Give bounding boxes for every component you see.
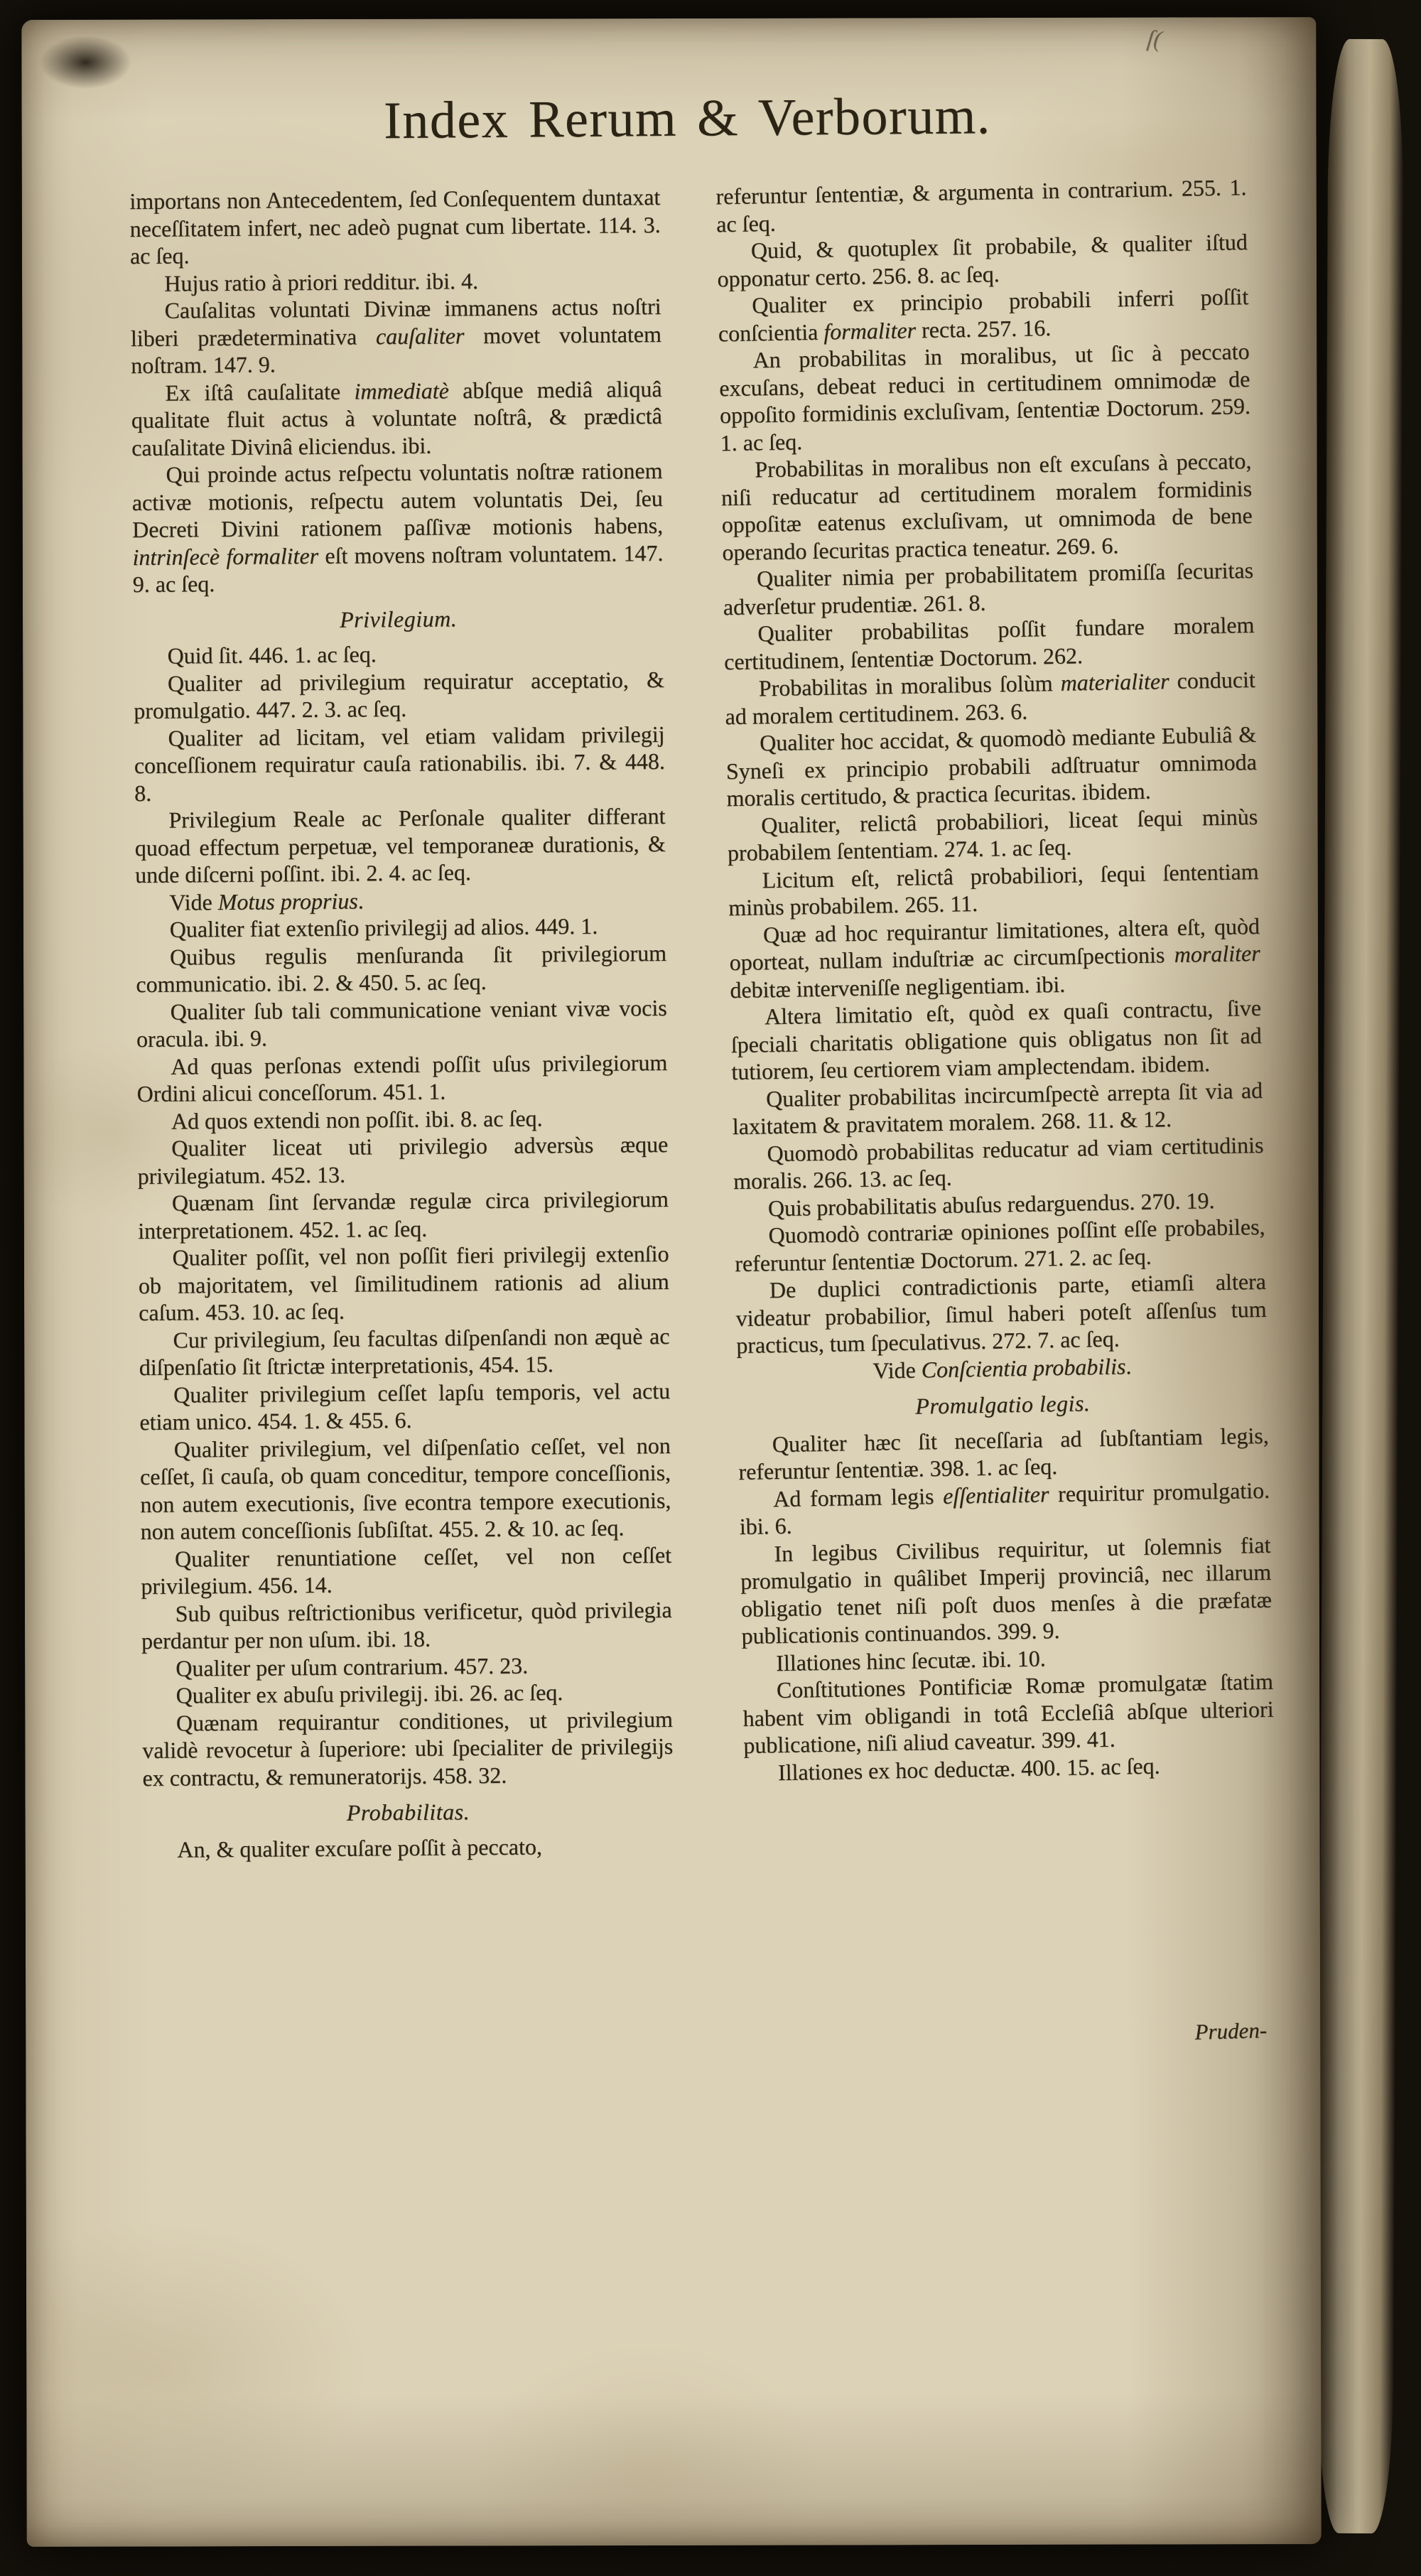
index-entry: Qualiter privilegium ceſſet lapſu temporis, vel actu etiam unico. 454. 1. & 455. 6. [139, 1377, 671, 1435]
index-entry: Quænam requirantur conditiones, ut privilegium validè revocetur à ſuperiore: ubi ſpecialiter de privilegijs ex contractu, & remuneratorijs. 458. 32. [142, 1705, 674, 1791]
right-column [715, 173, 1276, 1858]
index-entry: Qualiter, relictâ probabiliori, liceat ſequi minùs probabilem ſententiam. 274. 1. ac ſeq. [727, 803, 1258, 866]
index-entry: Qualiter per uſum contrarium. 457. 23. [175, 1652, 529, 1681]
index-entry: importans non Antecedentem, ſed Conſequentem duntaxat neceſſitatem infert, nec adeò pugnat cum libertate. 114. 3. ac ſeq. [129, 183, 661, 269]
index-entry: In legibus Civilibus requiritur, ut ſolemnis fiat promulgatio in quâlibet Imperij provinciâ, nec illarum obligatio tenet niſi poſt duos menſes à die præfatæ publicationis continuandos. 399. 9. [740, 1531, 1273, 1649]
index-entry: Quænam ſint ſervandæ regulæ circa privilegiorum interpretationem. 452. 1. ac ſeq. [138, 1185, 669, 1244]
index-entry: De duplici contradictionis parte, etiamſi altera videatur probabilior, ſimul haberi poteſt aſſenſus tum practicus, tum ſpeculativus. 272. 7. ac ſeq. [735, 1268, 1267, 1359]
index-entry: Quid, & quotuplex ſit probabile, & qualiter iſtud opponatur certo. 256. 8. ac ſeq. [717, 229, 1248, 291]
section-heading: Privilegium. [340, 605, 458, 632]
index-entry: Quæ ad hoc requirantur limitationes, altera eſt, quòd oporteat, nullam induſtriæ ac circumſpectionis moraliter debitæ interveniſſe negligentiam. ibi. [729, 912, 1260, 1003]
stray-ink-mark: ſ( [1145, 26, 1163, 53]
index-entry: Qualiter hæc ſit neceſſaria ad ſubſtantiam legis, referuntur ſententiæ. 398. 1. ac ſeq. [738, 1422, 1269, 1485]
index-entry: Qualiter ex abuſu privilegij. ibi. 26. ac ſeq. [175, 1679, 563, 1708]
index-entry: Illationes ex hoc deductæ. 400. 15. ac ſeq. [777, 1752, 1160, 1785]
index-entry: Qualiter renuntiatione ceſſet, vel non ceſſet privilegium. 456. 14. [141, 1541, 672, 1600]
index-entry: Qualiter probabilitas incircumſpectè arrepta ſit via ad laxitatem & pravitatem moralem. 268. 11. & 12. [732, 1077, 1263, 1140]
index-entry: Cur privilegium, ſeu facultas diſpenſandi non æquè ac diſpenſatio ſit ſtrictæ interpretationis, 454. 15. [139, 1322, 670, 1381]
index-entry: Qualiter ſub tali communicatione veniant vivæ vocis oracula. ibi. 9. [136, 994, 667, 1052]
page-content [21, 17, 1321, 2547]
index-entry: referuntur ſententiæ, & argumenta in contrarium. 255. 1. ac ſeq. [715, 174, 1247, 237]
index-entry: Illationes hinc ſecutæ. ibi. 10. [775, 1644, 1047, 1676]
index-entry: Quis probabilitatis abuſus redarguendus. 270. 19. [767, 1187, 1215, 1221]
index-entry: Ex iſtâ cauſalitate immediatè abſque mediâ aliquâ qualitate fluit actus à voluntate noſtrâ, & prædictâ cauſalitate Divinâ eliciendus. ibi. [131, 375, 663, 460]
index-entry: Vide Motus proprius. [169, 887, 364, 915]
page-title: Index Rerum & Verborum. [383, 87, 992, 151]
index-entry: Probabilitas in moralibus non eſt excuſans à peccato, niſi reducatur ad certitudinem moralem formidinis oppoſitæ eatenus excluſivam, ut omnimoda de bene operando ſecuritas practica teneatur. 269. 6. [720, 447, 1253, 565]
index-entry: Licitum eſt, relictâ probabiliori, ſequi ſententiam minùs probabilem. 265. 11. [728, 858, 1259, 921]
index-entry: Ad quas perſonas extendi poſſit uſus privilegiorum Ordini alicui conceſſorum. 451. 1. [136, 1049, 668, 1107]
index-entry: Probabilitas in moralibus ſolùm materialiter conducit ad moralem certitudinem. 263. 6. [725, 666, 1256, 729]
index-entry: Qualiter ex principio probabili inferri poſſit conſcientia formaliter recta. 257. 16. [718, 284, 1249, 346]
index-entry: Qualiter liceat uti privilegio adversùs æque privilegiatum. 452. 13. [137, 1131, 669, 1189]
index-entry: Qualiter privilegium, vel diſpenſatio ceſſet, vel non ceſſet, ſi cauſa, ob quam conceditur, tempore conceſſionis, non autem executionis, ſive econtra tempore executionis, non autem conceſſionis ſubſiſtat. 455. 2. & 10. ac ſeq. [139, 1432, 671, 1545]
index-entry: Ad formam legis eſſentialiter requiritur promulgatio. ibi. 6. [739, 1477, 1270, 1540]
index-entry: Qualiter poſſit, vel non poſſit fieri privilegij extenſio ob majoritatem, vel ſimilitudinem rationis ad alium caſum. 453. 10. ac ſeq. [138, 1240, 669, 1326]
index-entry: Qualiter fiat extenſio privilegij ad alios. 449. 1. [169, 912, 598, 942]
index-entry: Qualiter probabilitas poſſit fundare moralem certitudinem, ſententiæ Doctorum. 262. [723, 611, 1255, 674]
index-entry: Quid ſit. 446. 1. ac ſeq. [167, 641, 377, 669]
index-entry: Quomodò probabilitas reducatur ad viam certitudinis moralis. 266. 13. ac ſeq. [733, 1131, 1264, 1195]
index-entry: Qualiter ad licitam, vel etiam validam privilegij conceſſionem requiratur cauſa rationabilis. ibi. 7. & 448. 8. [134, 721, 665, 806]
catchword: Pruden- [1194, 2017, 1268, 2044]
index-entry: Ad quos extendi non poſſit. ibi. 8. ac ſeq. [171, 1104, 543, 1134]
index-entry: Vide Conſcientia probabilis. [872, 1352, 1132, 1384]
index-entry: Qualiter ad privilegium requiratur acceptatio, & promulgatio. 447. 2. 3. ac ſeq. [134, 666, 665, 724]
section-heading: Promulgatio legis. [915, 1390, 1091, 1419]
index-entry: Quibus regulis menſuranda ſit privilegiorum communicatio. ibi. 2. & 450. 5. ac ſeq. [136, 939, 667, 998]
book-page [21, 17, 1321, 2547]
index-entry: Qualiter nimia per probabilitatem promiſſa ſecuritas adverſetur prudentiæ. 261. 8. [723, 556, 1254, 620]
adjacent-page-edge [1317, 39, 1403, 2533]
index-entry: Conſtitutiones Pontificiæ Romæ promulgatæ ſtatim habent vim obligandi in totâ Eccleſiâ abſque ulteriori publicatione, niſi aliud caveatur. 399. 41. [742, 1668, 1274, 1759]
index-entry: Hujus ratio à priori redditur. ibi. 4. [164, 267, 479, 296]
section-heading: Probabilitas. [346, 1799, 470, 1826]
index-columns [129, 174, 1274, 1863]
index-entry: Qualiter hoc accidat, & quomodò mediante Eubuliâ & Syneſi ex principio probabili adſtruatur omnimoda moralis certitudo, & practica ſecuritas. ibidem. [725, 721, 1258, 812]
index-entry: An probabilitas in moralibus, ut ſic à peccato excuſans, debeat reduci in certitudinem omnimodæ de oppoſito formidinis excluſivam, ſententiæ Doctorum. 259. 1. ac ſeq. [718, 338, 1251, 456]
left-column [129, 183, 674, 1863]
index-entry: Sub quibus reſtrictionibus verificetur, quòd privilegia perdantur per non uſum. ibi. 18. [141, 1596, 672, 1654]
index-entry: Quomodò contrariæ opiniones poſſint eſſe probabiles, referuntur ſententiæ Doctorum. 271. 2. ac ſeq. [734, 1213, 1265, 1276]
index-entry: An, & qualiter excuſare poſſit à peccato, [177, 1833, 543, 1863]
index-entry: Qui proinde actus reſpectu voluntatis noſtræ rationem activæ motionis, reſpectu autem voluntatis Dei, ſeu Decreti Divini rationem paſſivæ motionis habens, intrinſecè formaliter eſt movens noſtram voluntatem. 147. 9. ac ſeq. [131, 457, 664, 598]
index-entry: Altera limitatio eſt, quòd ex quaſi contractu, ſive ſpeciali charitatis obligatione quis obligatus non ſit ad tutiorem, ſeu certiorem viam amplectendam. ibidem. [730, 994, 1262, 1085]
index-entry: Privilegium Reale ac Perſonale qualiter differant quoad effectum perpetuæ, vel temporaneæ durationis, & unde diſcerni poſſint. ibi. 2. 4. ac ſeq. [134, 802, 666, 888]
index-entry: Cauſalitas voluntati Divinæ immanens actus noſtri liberi prædeterminativa cauſaliter movet voluntatem noſtram. 147. 9. [130, 293, 662, 379]
